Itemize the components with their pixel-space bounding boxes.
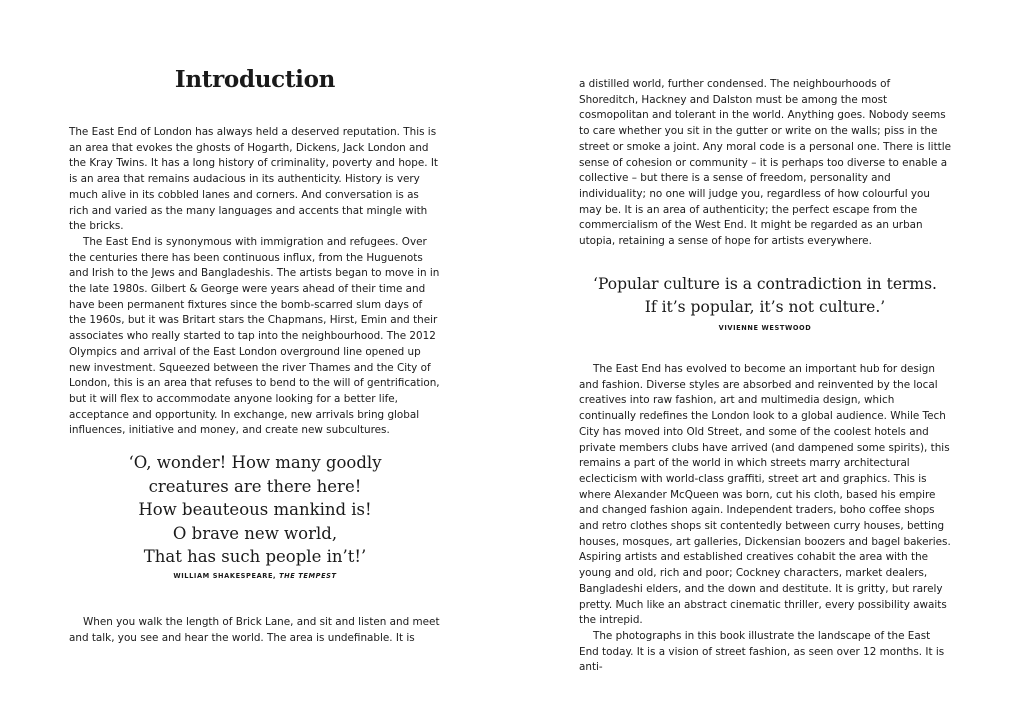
- quote-author: WILLIAM SHAKESPEARE,: [173, 571, 280, 580]
- left-paragraph-2: The East End is synonymous with immigration and refugees. Over the centuries there has been continuous influx, from the Huguenots and Irish to the Jews and Bangladeshis. The artists began to move in in the late 1980s. Gilbert & George were years ahead of their time and have been permanent fixtures since the bomb-scarred slum days of the 1960s, but it was Britart stars the Chapmans, Hirst, Emin and their associates who really started to tap into the neighbourhood. The 2012 Olympics and arrival of the East London overground line opened up new investment. Squeezed between the river Thames and the City of London, this is an area that refuses to bend to the will of gentrification, but it will flex to accommodate anyone looking for a better life, acceptance and opportunity. In exchange, new arrivals bring global influences, initiative and money, and create new subcultures.: [69, 235, 440, 437]
- right-paragraph-2: The East End has evolved to become an important hub for design and fashion. Diverse styles are absorbed and reinvented by the local creatives into raw fashion, art and multimedia design, which continually redefines the London look to a global audience. While Tech City has moved into Old Street, and some of the coolest hotels and private members clubs have arrived (and dampened some spirits), this remains a part of the world in which streets marry architectural eclecticism with world-class graffiti, street art and graphics. This is where Alexander McQueen was born, cut his cloth, based his empire and changed fashion again. Independent traders, boho coffee shops and retro clothes shops sit contentedly between curry houses, betting houses, mosques, art galleries, Dickensian boozers and bagel bakeries. Aspiring artists and established creatives cohabit the area with the young and old, rich and poor; Cockney characters, market dealers, Bangladeshi elders, and the down and destitute. It is gritty, but rarely pretty. Much like an abstract cinematic thriller, every possibility awaits the intrepid.: [579, 363, 951, 627]
- westwood-quote: [579, 273, 951, 332]
- quote-line: How beauteous mankind is!: [138, 500, 372, 520]
- quote-attribution: [69, 572, 441, 580]
- right-paragraph-3: The photographs in this book illustrate the landscape of the East End today. It is a vision of street fashion, as seen over 12 months. It is anti-: [579, 629, 945, 674]
- quote-line: If it’s popular, it’s not culture.’: [644, 298, 886, 316]
- page-title: Introduction: [174, 66, 336, 93]
- quote-line: That has such people in’t!’: [143, 547, 367, 567]
- right-body-bottom: [579, 362, 951, 676]
- quote-work: THE TEMPEST: [279, 571, 337, 580]
- right-paragraph-1: a distilled world, further condensed. The neighbourhoods of Shoreditch, Hackney and Dalston must be among the most cosmopolitan and tolerant in the world. Anything goes. Nobody seems to care whether you sit in the gutter or write on the walls; piss in the street or smoke a joint. Any moral code is a personal one. There is little sense of cohesion or community – it is perhaps too diverse to enable a collective – but there is a sense of freedom, personality and individuality; no one will judge you, regardless of how colourful you may be. It is an area of authenticity; the perfect escape from the commercialism of the West End. It might be regarded as an urban utopia, retaining a sense of hope for artists everywhere.: [579, 78, 951, 248]
- right-body-top: [579, 77, 951, 250]
- left-body-top: [69, 125, 441, 439]
- quote-line: creatures are there here!: [148, 476, 362, 496]
- left-paragraph-1: The East End of London has always held a deserved reputation. This is an area that evokes the ghosts of Hogarth, Dickens, Jack London and the Kray Twins. It has a long history of criminality, poverty and hope. It is an area that remains audacious in its authenticity. History is very much alive in its cobbled lanes and corners. And conversation is as rich and varied as the many languages and accents that mingle with the bricks.: [69, 126, 438, 233]
- left-body-bottom: [69, 615, 441, 646]
- shakespeare-quote: [69, 451, 441, 580]
- quote-attribution: VIVIENNE WESTWOOD: [718, 324, 812, 332]
- quote-line: ‘Popular culture is a contradiction in terms.: [593, 275, 937, 293]
- quote-line: O brave new world,: [172, 523, 338, 543]
- quote-line: ‘O, wonder! How many goodly: [128, 453, 382, 472]
- left-paragraph-3: When you walk the length of Brick Lane, and sit and listen and meet and talk, you see and hear the world. The area is undefinable. It is: [69, 616, 440, 644]
